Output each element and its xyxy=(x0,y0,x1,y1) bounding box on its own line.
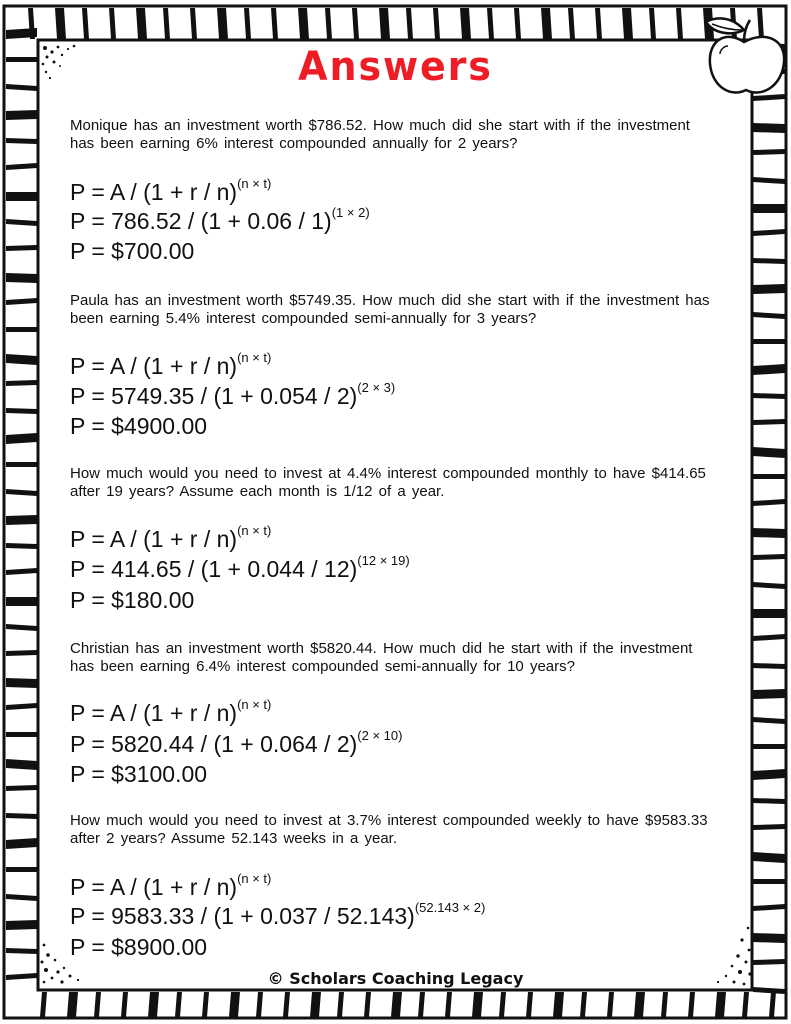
border-stripe xyxy=(6,785,37,791)
border-stripe xyxy=(337,992,344,1017)
problem-2-answer: P = $4900.00 xyxy=(70,413,208,439)
border-stripe xyxy=(753,364,785,375)
border-stripe xyxy=(472,992,483,1017)
border-stripe xyxy=(6,678,37,688)
border-stripe xyxy=(6,408,37,414)
border-stripe xyxy=(661,992,668,1017)
border-stripe xyxy=(753,528,785,538)
border-stripe xyxy=(6,568,37,575)
border-stripe xyxy=(6,192,37,201)
border-stripe xyxy=(753,634,785,641)
border-stripe xyxy=(217,8,228,39)
border-stripe xyxy=(6,219,37,226)
problem-3-question: How much would you need to invest at 4.4% interest compounded monthly to have $414.65 after 19 years? Assume each month is 1/12 of a year. xyxy=(70,465,706,500)
border-stripe xyxy=(753,987,785,994)
border-stripe xyxy=(190,8,197,39)
border-stripe xyxy=(6,110,37,120)
border-stripe xyxy=(109,8,116,39)
border-stripe xyxy=(753,554,785,560)
border-stripe xyxy=(753,149,785,155)
border-stripe xyxy=(580,992,587,1017)
border-stripe xyxy=(40,992,47,1017)
border-stripe xyxy=(753,177,785,184)
border-stripe xyxy=(514,8,521,39)
border-stripe xyxy=(753,852,785,863)
problem-1-substitution: $P = 786.52 / (1 + 0.06 / 1)^{(1 \times 2)}$ xyxy=(70,205,370,234)
border-stripe xyxy=(753,284,785,294)
border-stripe xyxy=(634,992,645,1017)
border-stripe xyxy=(595,8,602,39)
border-stripe xyxy=(283,992,290,1017)
problem-4-question: Christian has an investment worth $5820.44. How much did he start with if the investment has been earning 6.4% interest compounded semi-annually for 10 years? xyxy=(70,640,693,675)
border-stripe xyxy=(715,992,726,1017)
border-stripe xyxy=(67,992,78,1017)
problem-1-question: Monique has an investment worth $786.52. How much did she start with if the investment has been earning 6% interest compounded annually for 2 years? xyxy=(70,117,690,152)
problem-4-substitution: $P = 5820.44 / (1 + 0.064 / 2)^{(2 \times 10)}$ xyxy=(70,728,403,757)
border-stripe xyxy=(753,94,785,101)
border-stripe xyxy=(676,8,683,39)
border-stripe xyxy=(753,123,785,133)
border-stripe xyxy=(6,543,37,549)
border-stripe xyxy=(136,8,147,39)
border-stripe xyxy=(649,8,656,39)
border-stripe xyxy=(229,992,240,1017)
border-stripe xyxy=(753,663,785,669)
border-stripe xyxy=(753,609,785,618)
border-stripe xyxy=(753,959,785,965)
border-stripe xyxy=(753,717,785,724)
border-stripe xyxy=(753,204,785,213)
border-stripe xyxy=(6,813,37,819)
border-stripe xyxy=(460,8,471,39)
problem-5-formula: $P = A / (1 + r / n)^{(n \times t)}$ xyxy=(70,871,272,900)
problem-2-formula: $P = A / (1 + r / n)^{(n \times t)}$ xyxy=(70,350,272,379)
border-stripe xyxy=(433,8,440,39)
border-stripe xyxy=(148,992,159,1017)
border-stripe xyxy=(256,992,263,1017)
border-stripe xyxy=(6,380,37,386)
border-stripe xyxy=(6,920,37,930)
border-stripe xyxy=(418,992,425,1017)
border-stripe xyxy=(753,689,785,699)
border-stripe xyxy=(6,327,37,332)
border-stripe xyxy=(6,138,37,144)
border-stripe xyxy=(6,948,37,954)
border-stripe xyxy=(753,769,785,780)
problem-3-formula: $P = A / (1 + r / n)^{(n \times t)}$ xyxy=(70,523,272,552)
problem-2-question: Paula has an investment worth $5749.35. How much did she start with if the investment has been earning 5.4% interest compounded semi-annually for 3 years? xyxy=(70,292,710,327)
border-stripe xyxy=(6,703,37,710)
border-stripe xyxy=(487,8,494,39)
border-stripe xyxy=(753,582,785,589)
border-stripe xyxy=(753,933,785,943)
border-stripe xyxy=(499,992,506,1017)
border-stripe xyxy=(753,258,785,264)
border-stripe xyxy=(753,474,785,479)
border-stripe xyxy=(6,515,37,525)
border-stripe xyxy=(753,447,785,458)
border-stripe xyxy=(298,8,309,39)
problem-2-substitution: $P = 5749.35 / (1 + 0.054 / 2)^{(2 \times 3)}$ xyxy=(70,380,396,409)
border-stripe xyxy=(352,8,359,39)
border-stripe xyxy=(325,8,332,39)
copyright-footer: © Scholars Coaching Legacy xyxy=(267,969,524,988)
border-stripe xyxy=(94,992,101,1017)
border-stripe xyxy=(175,992,182,1017)
border-stripe xyxy=(244,8,251,39)
border-stripe xyxy=(568,8,575,39)
border-stripe xyxy=(753,312,785,319)
border-stripe xyxy=(6,838,37,849)
border-stripe xyxy=(753,229,785,236)
border-stripe xyxy=(6,732,37,737)
border-stripe xyxy=(6,163,37,170)
problem-5-answer: P = $8900.00 xyxy=(70,934,208,960)
problem-5-question: How much would you need to invest at 3.7% interest compounded weekly to have $9583.33 after 2 years? Assume 52.143 weeks in a year. xyxy=(70,812,708,847)
border-stripe xyxy=(6,298,37,305)
border-stripe xyxy=(541,8,552,39)
border-stripe xyxy=(6,650,37,656)
problem-4-answer: P = $3100.00 xyxy=(70,761,208,787)
border-stripe xyxy=(6,462,37,467)
border-stripe xyxy=(753,904,785,911)
border-stripe xyxy=(163,8,170,39)
border-stripe xyxy=(271,8,278,39)
border-stripe xyxy=(753,339,785,344)
border-stripe xyxy=(622,8,633,39)
problem-5-substitution: $P = 9583.33 / (1 + 0.037 / 52.143)^{(52.143 \times 2)}$ xyxy=(70,900,486,929)
border-stripe xyxy=(6,273,37,283)
border-stripe xyxy=(688,992,695,1017)
border-stripe xyxy=(553,992,564,1017)
border-stripe xyxy=(742,992,749,1017)
border-stripe xyxy=(757,8,764,39)
problem-3-substitution: $P = 414.65 / (1 + 0.044 / 12)^{(12 \times 19)}$ xyxy=(70,553,410,582)
problem-3-answer: P = $180.00 xyxy=(70,587,195,613)
border-stripe xyxy=(6,354,37,365)
border-stripe xyxy=(6,597,37,606)
border-stripe xyxy=(6,433,37,444)
border-stripe xyxy=(6,867,37,872)
border-stripe xyxy=(753,419,785,425)
border-stripe xyxy=(121,992,128,1017)
border-stripe xyxy=(607,992,614,1017)
border-stripe xyxy=(6,759,37,770)
border-stripe xyxy=(753,798,785,804)
border-stripe xyxy=(364,992,371,1017)
border-stripe xyxy=(753,393,785,399)
border-stripe xyxy=(526,992,533,1017)
border-stripe xyxy=(310,992,321,1017)
border-stripe xyxy=(6,894,37,901)
page-title: Answers xyxy=(298,44,493,90)
border-stripe xyxy=(55,8,66,39)
border-stripe xyxy=(6,489,37,496)
border-stripe xyxy=(753,499,785,506)
border-stripe xyxy=(6,245,37,251)
border-stripe xyxy=(753,824,785,830)
border-stripe xyxy=(753,879,785,884)
border-stripe xyxy=(445,992,452,1017)
border-stripe xyxy=(6,624,37,631)
problem-1-answer: P = $700.00 xyxy=(70,238,195,264)
border-stripe xyxy=(769,992,776,1017)
border-stripe xyxy=(379,8,390,39)
border-stripe xyxy=(406,8,413,39)
border-stripe xyxy=(202,992,209,1017)
border-stripe xyxy=(753,744,785,749)
problem-1-formula: $P = A / (1 + r / n)^{(n \times t)}$ xyxy=(70,176,272,205)
border-stripe xyxy=(391,992,402,1017)
problem-4-formula: $P = A / (1 + r / n)^{(n \times t)}$ xyxy=(70,697,272,726)
border-stripe xyxy=(82,8,89,39)
